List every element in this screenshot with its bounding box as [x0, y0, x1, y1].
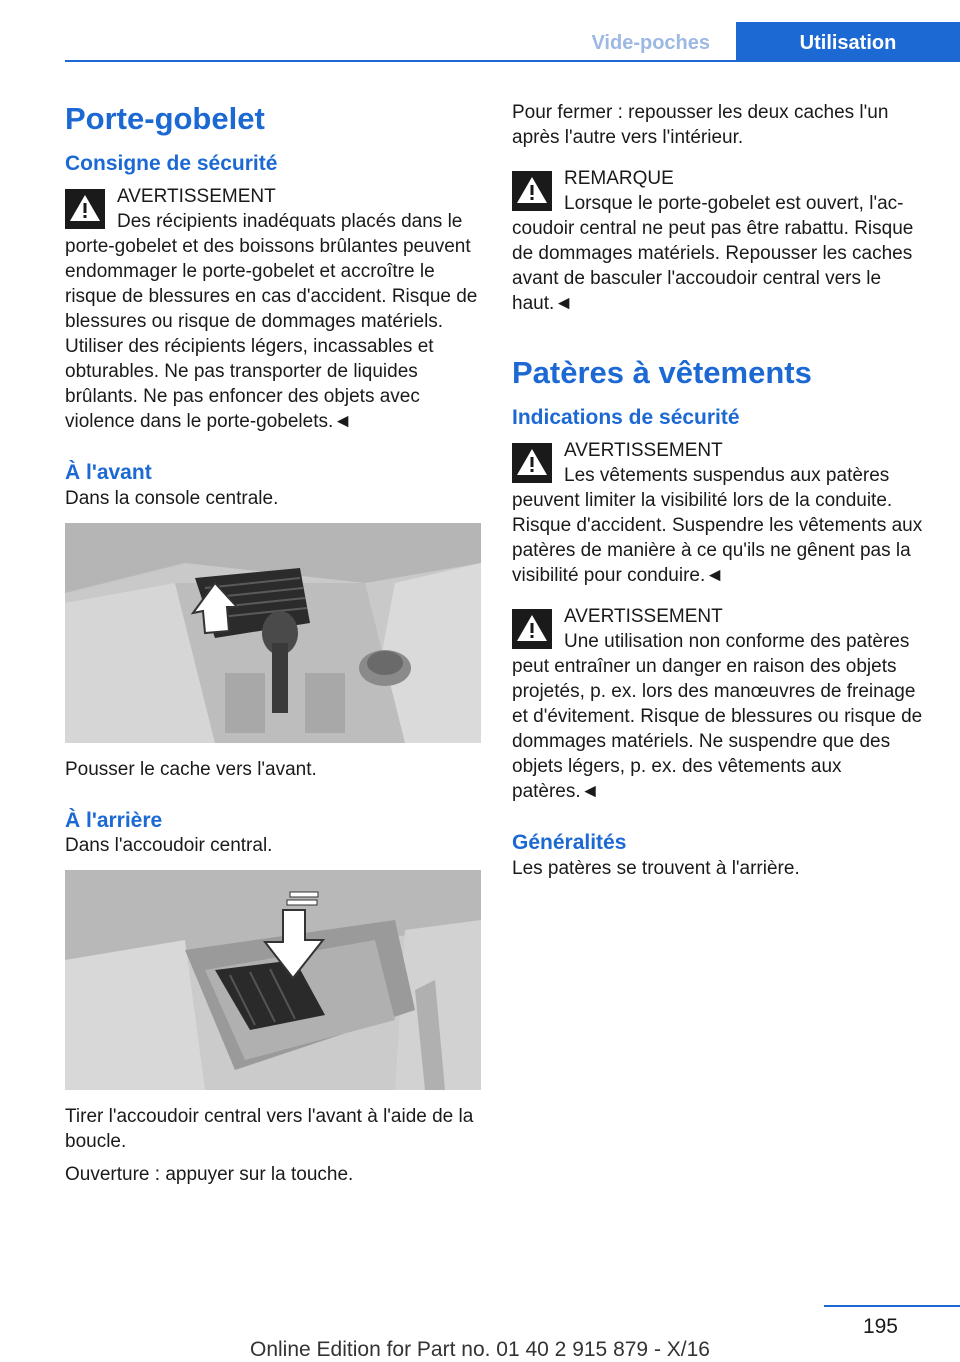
section-tab[interactable]: Vide-poches: [591, 32, 710, 54]
warning-title: AVERTISSEMENT: [117, 186, 276, 208]
front-caption: Pousser le cache vers l'avant.: [65, 758, 317, 780]
note-text: Lorsque le porte-gobelet est ouvert, l'accoudoir central ne peut pas être rabattu. Risque de dommages matériels. Repousser les caches avant de basculer l'accoudoir central vers le haut.◄: [512, 193, 914, 314]
warning-triangle-icon: [512, 443, 552, 483]
warning-triangle-icon: [512, 171, 552, 211]
front-heading: À l'avant: [65, 461, 152, 485]
warning-triangle-icon: [65, 189, 105, 229]
cupholder-title: Porte-gobelet: [65, 101, 265, 136]
page-header: [65, 22, 960, 62]
warning-title: AVERTISSEMENT: [564, 440, 723, 462]
note-title: REMARQUE: [564, 168, 674, 189]
edition-footer: Online Edition for Part no. 01 40 2 915 879 - X/16: [250, 1338, 710, 1361]
warning-text: Les vêtements suspendus aux patères peuvent limiter la visibilité lors de la conduite. Risque d'accident. Suspendre les vêtements aux patères de manière à ce qu'ils ne gênent pas la visibilité pour conduire.◄: [512, 465, 923, 587]
rear-heading: À l'arrière: [65, 808, 163, 832]
front-cupholder-photo: [65, 523, 481, 743]
right-column: [512, 100, 928, 881]
rear-intro: Dans l'accoudoir central.: [65, 834, 273, 856]
page-number: 195: [862, 1315, 898, 1338]
front-intro: Dans la console centrale.: [65, 487, 279, 509]
cupholder-safety-heading: Consigne de sécurité: [65, 152, 278, 176]
rear-caption-pull: Tirer l'accoudoir central vers l'avant à l'aide de la boucle.: [65, 1105, 474, 1152]
warning-text: Des récipients inadéquats placés dans le porte-gobelet et des boissons brûlantes peuvent endommager le porte-gobelet et accroître le risque de blessures en cas d'accident. Risque de blessures ou risque de dommages matériels. Utiliser des récipients légers, incassables et obturables. Ne pas transporter de liquides brûlants. Ne pas enfoncer des objets avec violence dans le porte-gobelets.◄: [65, 211, 478, 433]
closing-text: Pour fermer : repousser les deux caches l'un après l'autre vers l'intérieur.: [512, 102, 889, 148]
coat-hooks-safety-heading: Indications de sécurité: [512, 406, 740, 430]
footer-rule: [824, 1305, 960, 1307]
header-rule: [65, 60, 960, 62]
coat-hooks-warning-objects: [512, 604, 928, 804]
coat-hooks-warning-visibility: [512, 438, 928, 588]
rear-cupholder-photo: [65, 870, 481, 1090]
left-column: [65, 100, 481, 1187]
cupholder-note: [512, 166, 928, 316]
chapter-tab[interactable]: Utilisation: [736, 22, 960, 62]
general-text: Les patères se trouvent à l'arrière.: [512, 857, 800, 879]
rear-caption-open: Ouverture : appuyer sur la touche.: [65, 1163, 354, 1185]
general-heading: Généralités: [512, 831, 627, 855]
warning-triangle-icon: [512, 609, 552, 649]
warning-title: AVERTISSEMENT: [564, 606, 723, 628]
cupholder-warning: [65, 184, 481, 434]
warning-text: Une utilisation non conforme des patères peut entraîner un danger en raison des objets projetés, p. ex. lors des manœuvres de freinage et d'évitement. Risque de blessures ou risque de dommages matériels. Ne suspendre que des objets légers, p. ex. des vêtements aux patères.◄: [512, 631, 923, 803]
coat-hooks-title: Patères à vêtements: [512, 355, 812, 390]
